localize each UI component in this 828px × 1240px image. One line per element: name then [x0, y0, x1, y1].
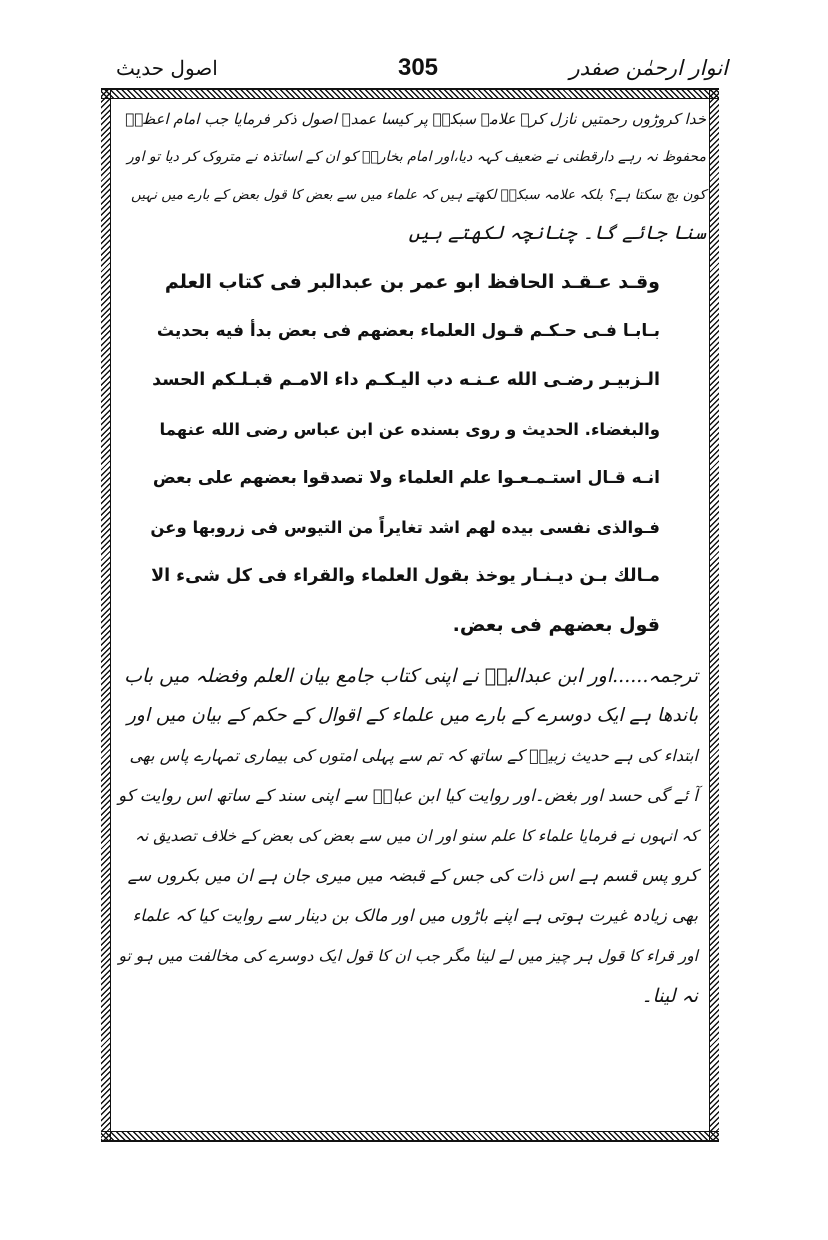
translation-line: ترجمہ......اور ابن عبدالبرؒ نے اپنی کتاب جامع بیان العلم وفضلہ میں باب [124, 665, 698, 687]
translation-line: بھی زیادہ غیرت ہوتی ہے اپنے باڑوں میں اور مالک بن دینار سے روایت کیا کہ علماء [132, 906, 698, 925]
translation-line: اور قراء کا قول ہر چیز میں لے لینا مگر جب ان کا قول ایک دوسرے کی مخالفت میں ہو تو [118, 947, 698, 965]
intro-line: خدا کروڑوں رحمتیں نازل کرے علامہ سبکیؒ پر کیسا عمدہ اصول ذکر فرمایا جب امام اعظمؒ [125, 110, 706, 128]
border-left-hatch [101, 90, 111, 1140]
arabic-line: والبغضاء. الحديث و روى بسنده عن ابن عباس رضى الله عنهما [159, 420, 660, 439]
translation-paragraph [118, 656, 708, 1016]
arabic-quotation [148, 258, 660, 650]
page-body [118, 100, 708, 1016]
arabic-line: بـابـا فـى حـكـم قـول العلماء بعضهم فى بعض بدأ فيه بحديث [156, 321, 660, 341]
translation-line: نہ لینا۔ [641, 985, 698, 1007]
translation-line: آ ئے گی حسد اور بغض۔اور روایت کیا ابن عباسؓ سے اپنی سند کے ساتھ اس روایت کو [118, 786, 698, 805]
translation-line: ابتداء کی ہے حدیث زبیرؓ کے ساتھ کہ تم سے پہلی امتوں کی بیماری تمہارے پاس بھی [129, 746, 698, 765]
page-header [108, 52, 728, 92]
border-bottom-hatch [101, 1131, 719, 1140]
intro-line: کون بچ سکتا ہے؟ بلکہ علامہ سبکیؒ لکھتے ہیں کہ علماء میں سے بعض کا قول بعض کے بارے میں نہیں [130, 187, 706, 203]
translation-line: باندھا ہے ایک دوسرے کے بارے میں علماء کے اقوال کے حکم کے بیان میں اور [126, 705, 698, 726]
intro-line: سنا جائے گا۔ چنانچہ لکھتے ہیں [408, 222, 706, 244]
page-number: 305 [397, 54, 439, 81]
arabic-line: الـزبيـر رضـى الله عـنـه دب اليـكـم داء الامـم قبـلـكم الحسد [152, 370, 660, 390]
book-title: انوار ارحمٰن صفدر [569, 56, 728, 80]
chapter-title: اصول حدیث [116, 56, 218, 80]
intro-paragraph [118, 100, 708, 252]
arabic-line: وقـد عـقـد الحافظ ابو عمر بن عبدالبر فى كتاب العلم [164, 271, 660, 293]
border-top-hatch [101, 90, 719, 99]
arabic-line: انـه قـال استـمـعـوا علم العلماء ولا تصدقوا بعضهم على بعض [152, 468, 660, 488]
translation-line: کہ انہوں نے فرمایا علماء کا علم سنو اور ان میں سے بعض کی بعض کے خلاف تصدیق نہ [134, 827, 698, 845]
arabic-line: فـوالذى نفسى بيده لهم اشد تغايراً من التيوس فى زروبها وعن [150, 518, 660, 537]
arabic-line: مـالك بـن ديـنـار يوخذ بقول العلماء والقراء فى كل شىء الا [151, 566, 660, 586]
arabic-line: قول بعضهم فى بعض. [452, 614, 660, 636]
translation-line: کرو پس قسم ہے اس ذات کی جس کے قبضہ میں میری جان ہے ان میں بکروں سے [127, 866, 698, 885]
intro-line: محفوظ نہ رہے دارقطنی نے ضعیف کہہ دیا،اور امام بخاریؒ کو ان کے اساتذہ نے متروک کر دیا تو اور [127, 149, 706, 165]
border-right-hatch [709, 90, 719, 1140]
